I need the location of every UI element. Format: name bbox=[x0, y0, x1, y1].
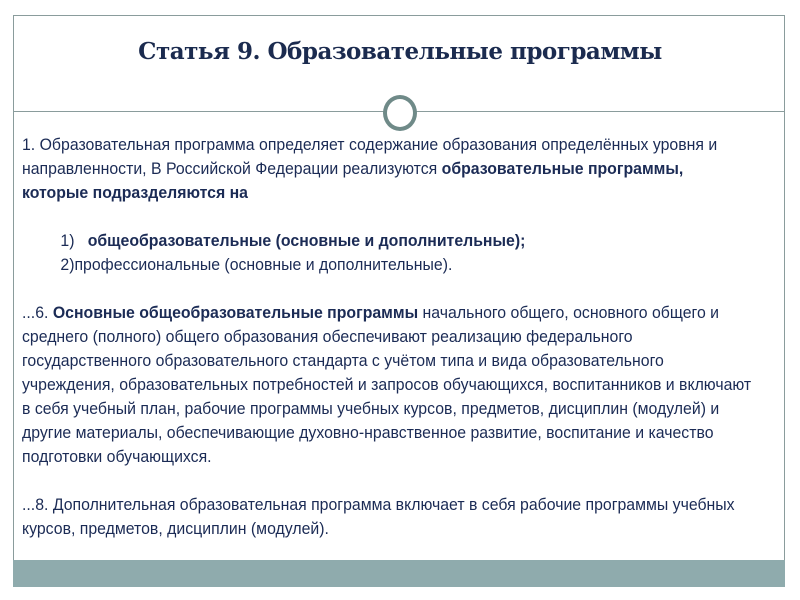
paragraph-6: ...6. Основные общеобразовательные программы начального общего, основного общего и среднего (полного) общего образования обеспечивают реализацию федерального государственного образовательного стандарта с учётом типа и вида образовательного учреждения, образовательных потребностей и запросов обучающихся, воспитанников и включают в себя учебный план, рабочие программы учебных курсов, предметов, дисциплин (модулей) и другие материалы, обеспечивающие духовно-нравственное развитие, воспитание и качество подготовки обучающихся. bbox=[22, 304, 752, 466]
paragraph-1: 1. Образовательная программа определяет содержание образования определённых уровня и направленности, В Российской Федерации реализуются образовательные программы, которые подразделяются на bbox=[22, 136, 718, 202]
list-item: 1) общеобразовательные (основные и дополнительные); bbox=[60, 232, 526, 250]
slide-title: Статья 9. Образовательные программы bbox=[138, 38, 662, 65]
circle-ornament-icon bbox=[383, 95, 417, 131]
footer-bar bbox=[13, 560, 785, 587]
paragraph-8: ...8. Дополнительная образовательная программа включает в себя рабочие программы учебных курсов, предметов, дисциплин (модулей). bbox=[22, 496, 735, 538]
slide-body bbox=[22, 133, 752, 541]
list-item: 2)профессиональные (основные и дополнительные). bbox=[60, 256, 453, 274]
